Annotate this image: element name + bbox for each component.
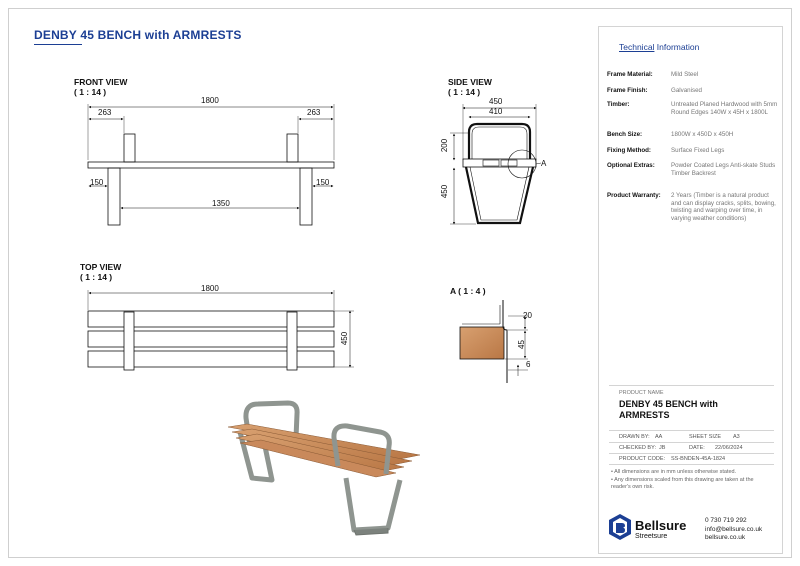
front-view-title: FRONT VIEW: [74, 77, 128, 87]
dim-front-left-leg: 150: [90, 178, 104, 187]
side-view-scale: ( 1 : 14 ): [448, 87, 481, 97]
top-view-title: TOP VIEW: [80, 262, 122, 272]
brand-contact: [705, 517, 762, 543]
note-scaling: • Any dimensions scaled from this drawing are taken at the reader's own risk.: [611, 477, 754, 490]
detail-marker-a: A: [541, 159, 547, 168]
front-view-drawing: [88, 104, 334, 225]
dim-detail-height: 45: [516, 340, 526, 349]
spec-label: Frame Material:: [607, 71, 653, 78]
dim-front-left-arm: 263: [98, 108, 112, 117]
spec-value: Surface Fixed Legs: [671, 147, 725, 154]
title-block-divider: [609, 453, 774, 454]
dim-side-width-inner: 410: [489, 107, 503, 116]
title-block-divider: [609, 464, 774, 465]
spec-label: Fixing Method:: [607, 147, 651, 154]
sheet-size-value: A3: [733, 434, 740, 440]
dim-top-length: 1800: [201, 284, 219, 293]
dim-side-width-outer: 450: [489, 97, 503, 106]
dim-front-right-leg: 150: [316, 178, 330, 187]
title-block-divider: [609, 385, 774, 386]
drawing-title: DENBY 45 BENCH with ARMRESTS: [34, 28, 242, 42]
technical-heading-part1: Technical: [619, 42, 655, 52]
title-block-divider: [609, 430, 774, 431]
date-label: DATE:: [689, 445, 705, 451]
product-name-label: PRODUCT NAME: [619, 390, 664, 396]
dim-front-length: 1800: [201, 96, 219, 105]
checked-by-value: JB: [659, 445, 666, 451]
brand-web: bellsure.co.uk: [705, 534, 746, 541]
brand-phone: 0 730 719 292: [705, 517, 747, 524]
technical-information-heading: [619, 42, 699, 52]
brand-sub: Streetsure: [635, 533, 668, 540]
product-code-label: PRODUCT CODE:: [619, 456, 666, 462]
technical-heading-part2: Information: [654, 42, 700, 52]
dim-top-depth: 450: [340, 331, 350, 346]
top-view-drawing: [88, 290, 354, 370]
spec-value: Galvanised: [671, 87, 702, 94]
title-block-divider: [609, 442, 774, 443]
info-panel: [598, 26, 783, 554]
dim-side-arm-height: 200: [440, 138, 450, 153]
sheet-size-label: SHEET SIZE: [689, 434, 721, 440]
spec-value: Mild Steel: [671, 71, 699, 78]
bellsure-logo-icon: [609, 514, 631, 540]
detail-view-title: A ( 1 : 4 ): [450, 286, 486, 296]
checked-by-label: CHECKED BY:: [619, 445, 656, 451]
side-view-title: SIDE VIEW: [448, 77, 492, 87]
note-dimensions-text: All dimensions are in mm unless otherwise stated.: [614, 469, 737, 475]
brand-email: info@bellsure.co.uk: [705, 525, 763, 533]
spec-value: 1800W x 450D x 450H: [671, 131, 734, 138]
dim-side-seat-height: 450: [440, 184, 450, 199]
product-name: DENBY 45 BENCH with ARMRESTS: [619, 399, 718, 420]
dim-front-right-arm: 263: [307, 108, 321, 117]
spec-value: Untreated Planed Hardwood with 5mm Round Edges 140W x 45H x 1800L: [671, 101, 778, 116]
product-code-value: SS-BNDEN-45A-1824: [671, 456, 726, 462]
dim-detail-gap: 6: [526, 360, 531, 369]
dim-front-leg-span: 1350: [212, 199, 230, 208]
note-dimensions: • All dimensions are in mm unless otherwise stated.: [611, 469, 737, 475]
spec-label: Product Warranty:: [607, 192, 661, 199]
note-scaling-text: Any dimensions scaled from this drawing are taken at the reader's own risk.: [611, 477, 754, 490]
spec-value: Powder Coated Legs Anti-skate Studs Timber Backrest: [671, 162, 776, 177]
front-view-scale: ( 1 : 14 ): [74, 87, 107, 97]
spec-value: 2 Years (Timber is a natural product and can display cracks, splits, bowing, twisting and warping over time, in varying weather conditions): [671, 192, 776, 222]
spec-label: Timber:: [607, 101, 630, 108]
date-value: 22/06/2024: [715, 445, 743, 451]
brand-name: Bellsure: [635, 518, 687, 533]
drawn-by-value: AA: [655, 434, 663, 440]
top-view-scale: ( 1 : 14 ): [80, 272, 113, 282]
dim-detail-thickness: 20: [523, 311, 532, 320]
spec-label: Optional Extras:: [607, 162, 655, 169]
bench-3d-render: [228, 403, 420, 535]
drawn-by-label: DRAWN BY:: [619, 434, 650, 440]
spec-label: Bench Size:: [607, 131, 643, 138]
side-view-drawing: [450, 104, 541, 224]
spec-label: Frame Finish:: [607, 87, 648, 94]
